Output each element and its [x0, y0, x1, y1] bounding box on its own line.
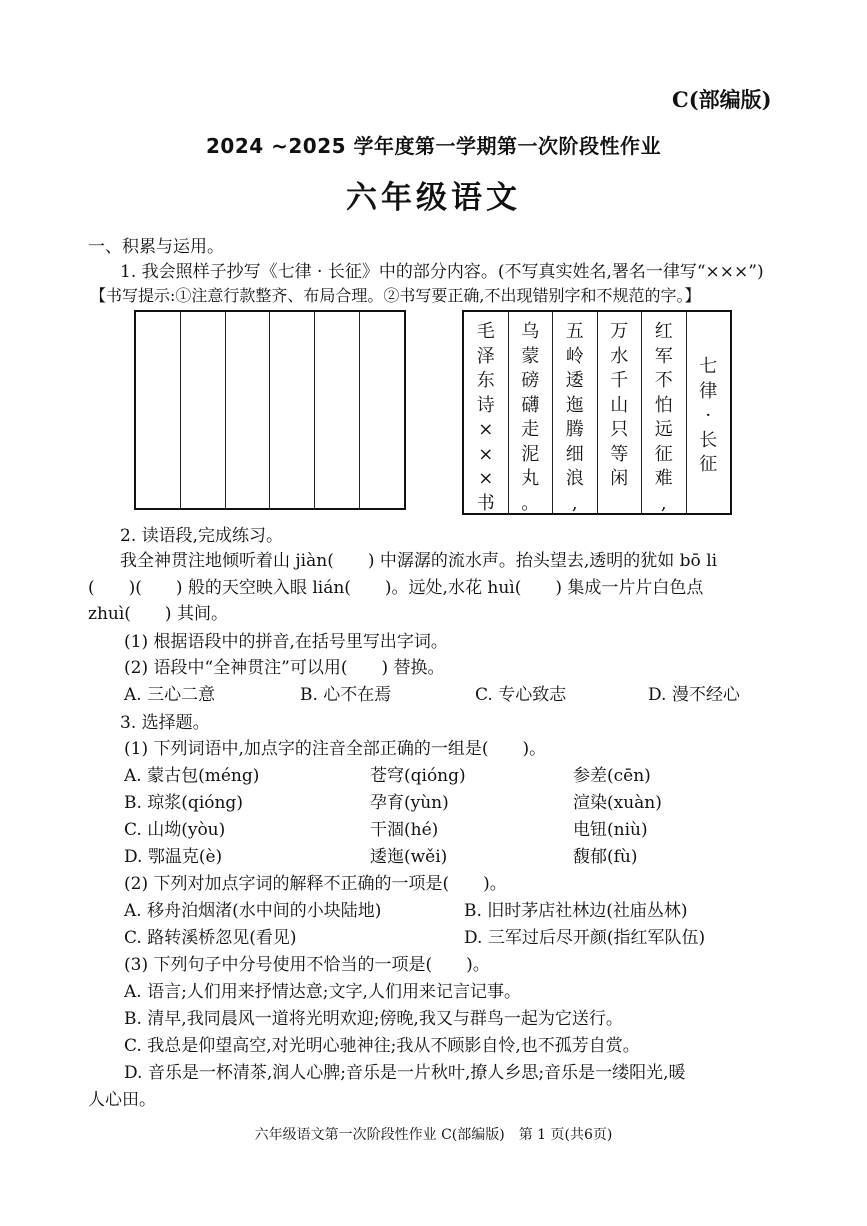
sample-char: , [660, 492, 667, 514]
q2-option[interactable]: A. 三心二意 [124, 685, 216, 705]
q2-option[interactable]: D. 漫不经心 [648, 685, 740, 705]
writing-grid[interactable] [134, 310, 406, 510]
sample-char: 。 [521, 492, 540, 514]
q3-word: 馥郁(fù) [573, 847, 638, 867]
sample-char: 不 [654, 370, 673, 391]
sample-column [642, 312, 687, 513]
q2-heading: 2. 读语段,完成练习。 [120, 526, 284, 546]
q3-3-option-a[interactable]: A. 语言;人们用来抒情达意;文字,人们用来记言记事。 [124, 982, 521, 1002]
q2-option[interactable]: C. 专心致志 [475, 685, 567, 705]
sample-char: 诗 [476, 394, 495, 416]
sample-column-text [699, 355, 717, 478]
sample-char: 浪 [565, 468, 584, 489]
sample-char: 岭 [565, 345, 584, 367]
q1-prompt: 1. 我会照样子抄写《七律 · 长征》中的部分内容。(不写真实姓名,署名一律写“×××”) [120, 262, 764, 282]
grid-column[interactable] [136, 312, 181, 508]
sample-char: 泥 [521, 443, 540, 465]
sample-char: 泽 [476, 345, 495, 367]
sample-poem-box [462, 310, 732, 515]
section-heading: 一、积累与运用。 [88, 237, 224, 257]
q3-word: 苍穹(qióng) [370, 766, 466, 786]
sample-column-text [610, 320, 628, 492]
sample-char: 红 [654, 321, 673, 342]
q3-heading: 3. 选择题。 [120, 713, 210, 733]
sample-column [598, 312, 643, 513]
sample-char: 东 [476, 370, 495, 391]
sample-char: 只 [610, 419, 629, 440]
sample-char: 征 [699, 454, 718, 476]
sample-char: 书 [476, 492, 495, 514]
sample-column-text [521, 320, 539, 516]
sample-column [687, 312, 731, 513]
sample-char: 磅 [521, 370, 540, 391]
sample-column [553, 312, 598, 513]
sample-char: 等 [610, 443, 629, 465]
sample-column-text [566, 320, 584, 516]
sample-char: 远 [654, 419, 673, 440]
q3-3-option-c[interactable]: C. 我总是仰望高空,对光明心驰神往;我从不顾影自怜,也不孤芳自赏。 [124, 1036, 640, 1056]
sample-char: 律 [699, 380, 718, 402]
sample-column [464, 312, 509, 513]
q3-3-option-d[interactable]: D. 音乐是一杯清茶,润人心脾;音乐是一片秋叶,撩人乡思;音乐是一缕阳光,暖 [124, 1063, 686, 1083]
sample-char: × [478, 419, 494, 440]
q3-2-option-b[interactable]: B. 旧时茅店社林边(社庙丛林) [464, 901, 688, 921]
page-footer: 六年级语文第一次阶段性作业 C(部编版) 第 1 页(共6页) [254, 1127, 613, 1143]
q3-option-b[interactable]: B. 琼浆(qióng) [124, 793, 243, 813]
sample-char: 千 [610, 370, 629, 391]
q3-sub1: (1) 下列词语中,加点字的注音全部正确的一组是( )。 [124, 739, 547, 759]
q3-sub2: (2) 下列对加点字词的解释不正确的一项是( )。 [124, 874, 507, 894]
sample-char: 五 [565, 321, 584, 342]
q3-word: 渲染(xuàn) [573, 793, 662, 813]
sample-char: · [705, 405, 712, 427]
grid-column[interactable] [181, 312, 226, 508]
sample-char: 山 [610, 394, 629, 416]
sample-column-text [655, 320, 673, 516]
q3-word: 孕育(yùn) [370, 793, 449, 813]
exam-title: 2024 ~2025 学年度第一学期第一次阶段性作业 [205, 134, 661, 158]
sample-char: 怕 [654, 394, 673, 416]
grid-column[interactable] [360, 312, 404, 508]
sample-char: 长 [699, 429, 718, 451]
sample-char: 蒙 [521, 345, 540, 367]
sample-char: 水 [610, 345, 629, 367]
sample-char: × [478, 468, 494, 489]
q3-word: 电钮(niù) [573, 820, 648, 840]
q2-sub1: (1) 根据语段中的拼音,在括号里写出字词。 [124, 632, 448, 652]
q1-tip: 【书写提示:①注意行款整齐、布局合理。②书写要正确,不出现错别字和不规范的字。】 [90, 286, 701, 305]
sample-char: 迤 [565, 394, 584, 416]
q3-word: 逶迤(wěi) [370, 847, 448, 867]
sample-char: 征 [654, 443, 673, 465]
q3-word: 参差(cēn) [573, 766, 651, 786]
grid-column[interactable] [315, 312, 360, 508]
sample-char: 乌 [521, 321, 540, 342]
q2-paragraph-line2: ( )( ) 般的天空映入眼 lián( )。远处,水花 huì( ) 集成一片片白色点 [88, 578, 704, 598]
q3-sub3: (3) 下列句子中分号使用不恰当的一项是( )。 [124, 955, 490, 975]
sample-char: 走 [521, 419, 540, 440]
grid-column[interactable] [270, 312, 315, 508]
q2-paragraph-line1: 我全神贯注地倾听着山 jiàn( ) 中潺潺的流水声。抬头望去,透明的犹如 bō li [120, 551, 718, 571]
sample-char: 军 [654, 345, 673, 367]
sample-char: 七 [699, 356, 718, 378]
sample-column [509, 312, 554, 513]
q3-option-c[interactable]: C. 山坳(yòu) [124, 820, 226, 840]
sample-char: × [478, 443, 494, 465]
sample-char: 毛 [476, 321, 495, 342]
q2-sub2: (2) 语段中“全神贯注”可以用( ) 替换。 [124, 658, 445, 678]
sample-char: 礴 [521, 394, 540, 416]
sample-char: 腾 [565, 419, 584, 440]
grid-column[interactable] [226, 312, 271, 508]
sample-char: 丸 [521, 468, 540, 489]
sample-char: 万 [610, 321, 629, 342]
edition-label: C(部编版) [672, 87, 772, 112]
sample-char: 细 [565, 443, 584, 465]
sample-char: 逶 [565, 370, 584, 391]
q3-3-option-b[interactable]: B. 清早,我同晨风一道将光明欢迎;傍晚,我又与群鸟一起为它送行。 [124, 1009, 623, 1029]
q3-2-option-a[interactable]: A. 移舟泊烟渚(水中间的小块陆地) [124, 901, 382, 921]
sample-char: 难 [654, 468, 673, 489]
subject-title: 六年级语文 [346, 180, 521, 216]
q3-option-a[interactable]: A. 蒙古包(méng) [124, 766, 260, 786]
q3-3-option-d-continued: 人心田。 [88, 1090, 156, 1110]
q2-option[interactable]: B. 心不在焉 [300, 685, 392, 705]
q3-word: 干涸(hé) [370, 820, 439, 840]
sample-char: 闲 [610, 468, 629, 489]
sample-column-text [477, 320, 495, 516]
q3-option-d[interactable]: D. 鄂温克(è) [124, 847, 223, 867]
sample-char: , [571, 492, 578, 514]
q3-2-option-d[interactable]: D. 三军过后尽开颜(指红军队伍) [464, 928, 706, 948]
q3-2-option-c[interactable]: C. 路转溪桥忽见(看见) [124, 928, 297, 948]
q2-paragraph-line3: zhuì( ) 其间。 [88, 604, 228, 624]
